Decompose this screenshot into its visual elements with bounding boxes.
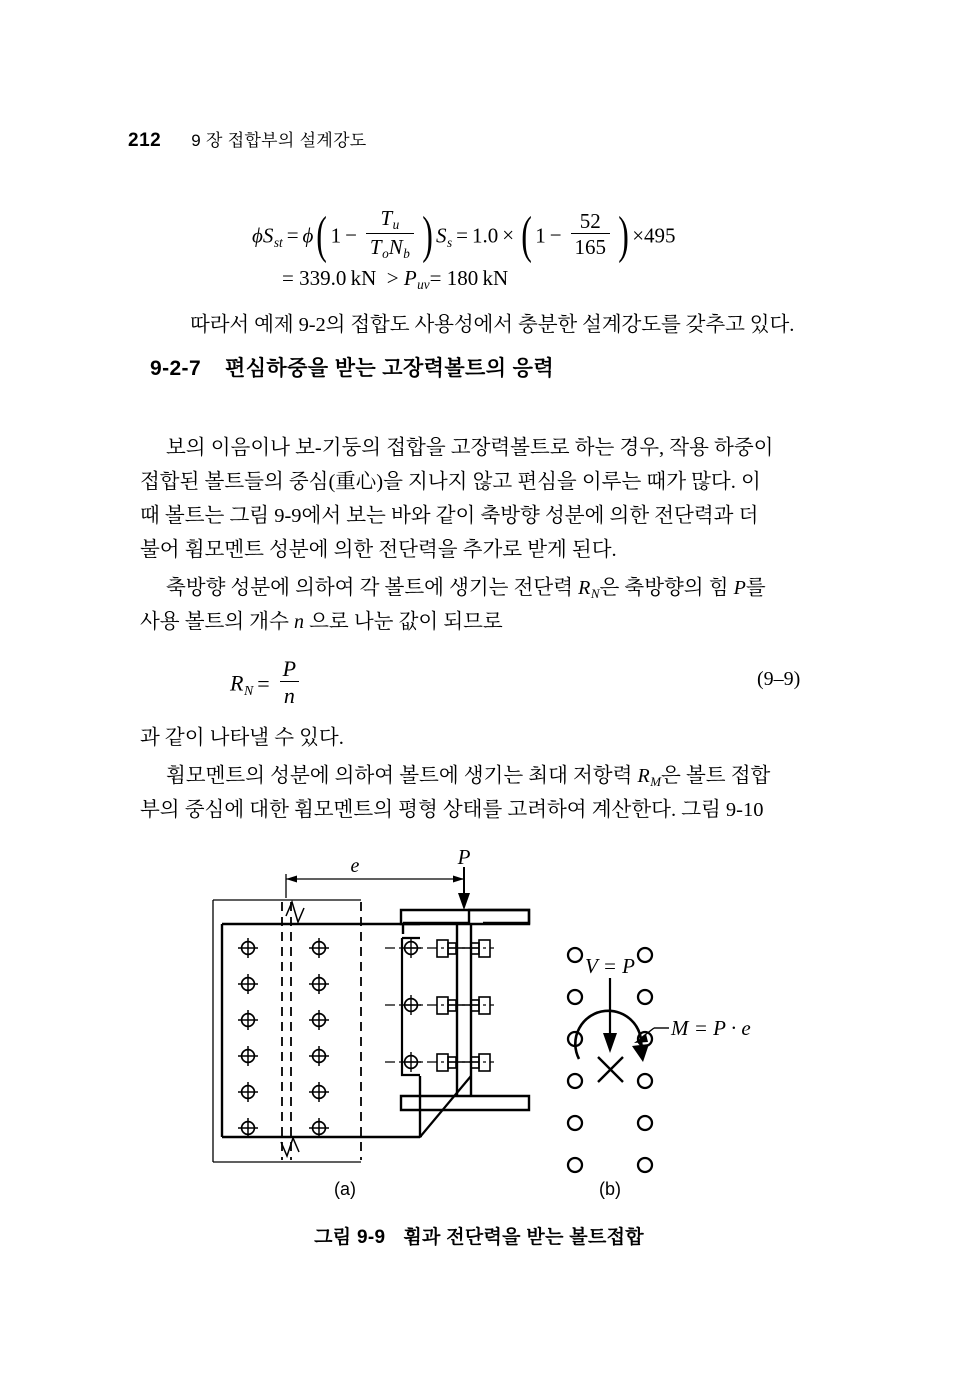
eq2-unit-2: kN — [482, 266, 509, 290]
eq-minus-2: − — [549, 223, 562, 248]
bolt — [309, 1046, 329, 1066]
ss-subscript: s — [446, 234, 453, 250]
figure-9-9 — [0, 850, 958, 1250]
puv-symbol: P — [403, 266, 417, 290]
paren-open-2: ( — [521, 207, 532, 265]
fraction-p-n — [279, 657, 300, 708]
rm-subscript-inline: M — [650, 774, 662, 790]
figure-caption — [0, 1222, 958, 1249]
eq-one: 1 — [330, 223, 342, 248]
figure-caption-number: 그림 9-9 — [314, 1227, 386, 1248]
paragraph2-line2-b: 으로 나눈 값이 되므로 — [309, 611, 503, 633]
eq-one-2: 1 — [535, 223, 546, 248]
n-symbol-inline: n — [294, 611, 304, 633]
i-beam — [403, 910, 529, 934]
eq-minus-1: − — [345, 223, 357, 248]
eq2-value-2: 180 — [446, 266, 479, 290]
label-M-equals-Pe: M = P · e — [671, 1016, 751, 1040]
paragraph2-text-b: 은 축방향의 힘 — [599, 577, 729, 599]
centroid-marker — [598, 1057, 623, 1082]
shear-arrow-V — [603, 978, 617, 1053]
equation-main-line1 — [252, 208, 676, 267]
sublabel-b: (b) — [599, 1179, 621, 1199]
paragraph4-line2: 부의 중심에 대한 휨모멘트의 평형 상태를 고려하여 계산한다. 그림 9-10 — [140, 799, 764, 821]
bolt — [238, 974, 258, 994]
bolt-circle — [638, 1074, 652, 1088]
dimension-line-e — [286, 874, 464, 898]
fraction-p: P — [282, 655, 297, 681]
diagram-b-bolt-group — [568, 948, 751, 1199]
page-header — [128, 126, 367, 152]
equation-9-9 — [230, 655, 305, 711]
eq2-equals: = — [282, 266, 294, 290]
fraction-numerator — [376, 207, 403, 233]
eq2-value: 339.0 — [299, 266, 347, 290]
bolt-circle — [568, 990, 582, 1004]
bolt-circle — [638, 948, 652, 962]
fraction-tu-tonb — [366, 207, 414, 262]
to-symbol: T — [369, 235, 382, 260]
bolt-circle — [638, 1116, 652, 1130]
paragraph-after-equation: 따라서 예제 9-2의 접합도 사용성에서 충분한 설계강도를 갖추고 있다. — [190, 314, 795, 336]
value-1point0: 1.0 — [471, 223, 499, 248]
bolt-circle — [638, 990, 652, 1004]
bolt — [238, 1082, 258, 1102]
paragraph1-line3: 때 볼트는 그림 9-9에서 보는 바와 같이 축방향 성분에 의한 전단력과 더 — [140, 505, 759, 527]
fraction-n: n — [280, 681, 299, 708]
bolt — [238, 1010, 258, 1030]
section-number: 9-2-7 — [150, 357, 202, 380]
break-symbol-top — [286, 902, 304, 922]
eq2-equals-2: = — [429, 266, 442, 290]
fraction2-denominator: 165 — [571, 233, 611, 259]
bolt-circle — [568, 948, 582, 962]
paragraph3-line: 과 같이 나타낼 수 있다. — [140, 727, 344, 749]
bolt-circle — [568, 1158, 582, 1172]
label-e: e — [350, 855, 360, 877]
nb-subscript: b — [403, 246, 410, 262]
paragraph4-line1 — [166, 758, 770, 790]
rn-symbol-inline: R — [578, 577, 591, 599]
equation-main-line2 — [282, 266, 508, 293]
label-V-equals-P: V = P — [585, 954, 635, 978]
section-heading — [150, 352, 554, 382]
ss-symbol: S — [435, 223, 447, 248]
puv-subscript: uv — [417, 277, 430, 293]
paragraph2-text-a: 축방향 성분에 의하여 각 볼트에 생기는 전단력 — [166, 577, 574, 599]
diagram-a-bracket-connection — [213, 850, 529, 1199]
figure-caption-text: 휨과 전단력을 받는 볼트접합 — [403, 1227, 644, 1248]
bolt-circle — [568, 1074, 582, 1088]
paren-close-2: ) — [618, 207, 629, 265]
bolt — [309, 974, 329, 994]
bolt — [309, 1082, 329, 1102]
eq-equals-1: = — [286, 223, 299, 248]
nb-symbol: N — [388, 235, 403, 260]
sublabel-a: (a) — [334, 1179, 356, 1199]
equation-number-9-9: (9–9) — [757, 668, 801, 690]
times-1: × — [502, 223, 515, 248]
eq-lhs-sub: st — [273, 234, 283, 250]
eq-equals-2: = — [456, 223, 468, 248]
eq-lhs: ϕS — [252, 223, 274, 248]
bolt — [309, 1118, 329, 1138]
rm-symbol-inline: R — [637, 765, 650, 787]
value-495: 495 — [644, 223, 676, 248]
paragraph2-line2-a: 사용 볼트의 개수 — [140, 611, 289, 633]
figure-svg — [0, 850, 958, 1250]
paren-close-1: ) — [422, 207, 433, 265]
column-outline — [213, 900, 361, 1162]
paren-open-1: ( — [316, 207, 328, 265]
paragraph2-line1 — [166, 570, 766, 602]
paragraph1-line1: 보의 이음이나 보-기둥의 접합을 고장력볼트로 하는 경우, 작용 하중이 — [166, 437, 774, 459]
page-number: 212 — [128, 130, 162, 151]
eq99-equals: = — [257, 670, 270, 696]
bracket-plate-outline — [222, 924, 420, 1137]
paragraph2-line2 — [140, 604, 503, 634]
bolt-group-bracket — [238, 938, 329, 1138]
break-symbol-bottom — [281, 1138, 299, 1156]
rn-symbol: R — [230, 670, 244, 696]
paragraph4-text-a: 휨모멘트의 성분에 의하여 볼트에 생기는 최대 저항력 — [166, 765, 633, 787]
chapter-title: 9 장 접합부의 설계강도 — [191, 131, 367, 150]
label-P: P — [457, 850, 471, 869]
times-2: × — [632, 223, 645, 248]
bolt — [238, 938, 258, 958]
rn-subscript-inline: N — [590, 586, 600, 602]
paragraph2-text-c: 를 — [745, 577, 766, 599]
paragraph1-line4: 불어 휨모멘트 성분에 의한 전단력을 추가로 받게 된다. — [140, 539, 617, 561]
section-title: 편심하중을 받는 고장력볼트의 응력 — [225, 357, 555, 380]
paragraph4-text-b: 은 볼트 접합 — [661, 765, 771, 787]
tu-symbol: T — [380, 206, 393, 231]
rn-subscript: N — [243, 683, 254, 699]
bolt-circle — [638, 1158, 652, 1172]
bolt-circle — [568, 1116, 582, 1130]
load-arrow-P — [458, 867, 470, 910]
fraction-52-165 — [571, 210, 611, 259]
bolt — [309, 938, 329, 958]
p-symbol-inline: P — [733, 577, 746, 599]
to-subscript: o — [382, 246, 389, 262]
fraction-denominator — [366, 233, 414, 261]
tu-subscript: u — [392, 217, 400, 233]
bolt — [238, 1046, 258, 1066]
eq2-unit: kN — [350, 266, 377, 290]
fraction2-numerator: 52 — [579, 208, 601, 233]
bracket-long-diagonal — [420, 1076, 471, 1137]
paragraph1-line2: 접합된 볼트들의 중심(重心)을 지나지 않고 편심을 이루는 때가 많다. 이 — [140, 471, 761, 493]
eq-phi: ϕ — [302, 223, 314, 248]
eq2-greater-than: > — [386, 266, 399, 290]
bolt-centerline-dashed — [282, 902, 291, 1160]
bolt — [238, 1118, 258, 1138]
bolt — [309, 1010, 329, 1030]
